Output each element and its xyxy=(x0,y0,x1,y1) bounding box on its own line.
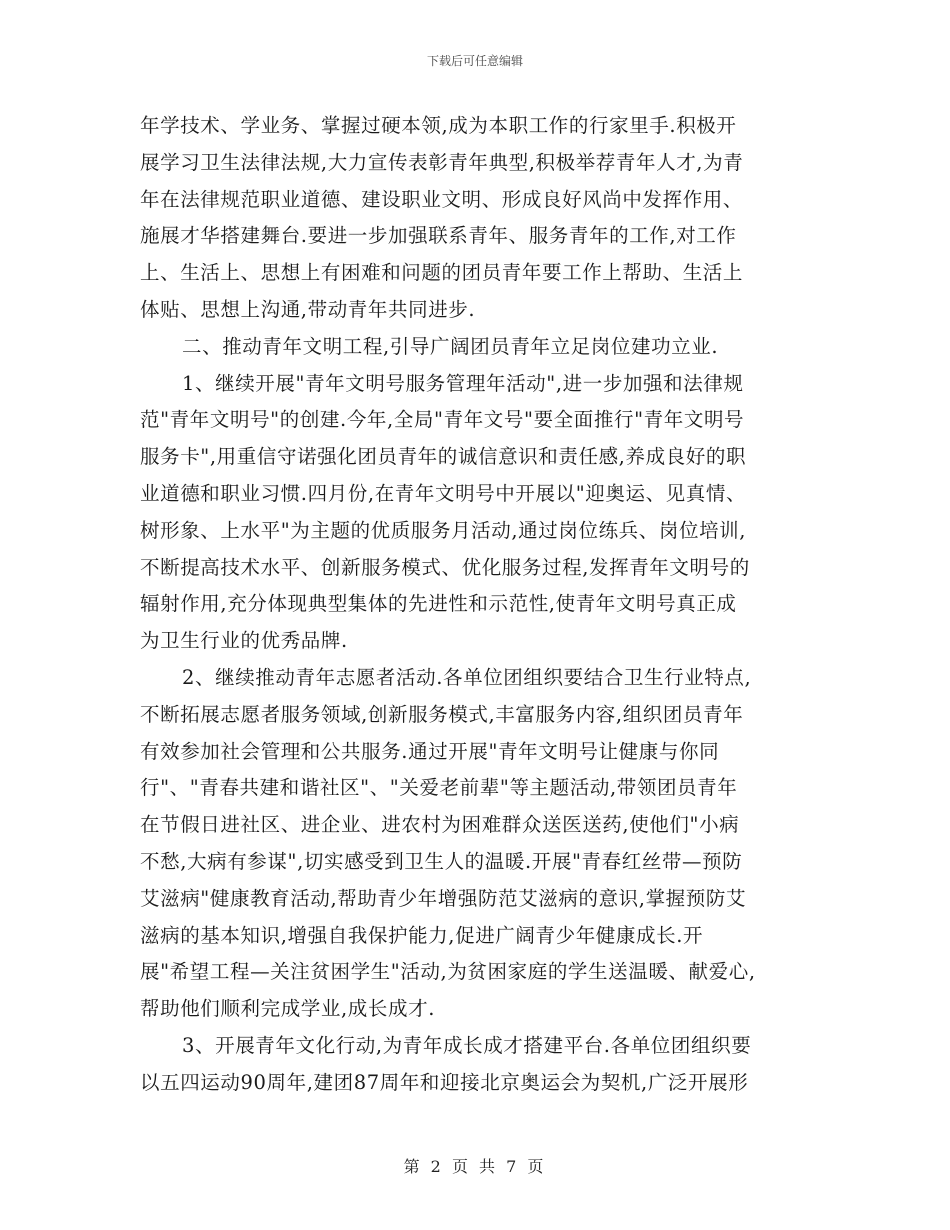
section-heading: 二、推动青年文明工程,引导广阔团员青年立足岗位建功立业. xyxy=(182,334,719,358)
text-line: 艾滋病"健康教育活动,帮助青少年增强防范艾滋病的意识,掌握预防艾 xyxy=(140,886,747,910)
text-line: 1、继续开展"青年文明号服务管理年活动",进一步加强和法律规 xyxy=(182,371,744,395)
text-line: 为卫生行业的优秀品牌. xyxy=(140,629,348,653)
text-line: 3、开展青年文化行动,为青年成长成才搭建平台.各单位团组织要 xyxy=(182,1033,752,1057)
text-line: 滋病的基本知识,增强自我保护能力,促进广阔青少年健康成长.开 xyxy=(140,923,704,947)
text-line: 施展才华搭建舞台.要进一步加强联系青年、服务青年的工作,对工作 xyxy=(140,224,737,248)
text-line: 展学习卫生法律法规,大力宣传表彰青年典型,积极举荐青年人才,为青 xyxy=(140,150,744,174)
text-line: 帮助他们顺利完成学业,成长成才. xyxy=(140,997,435,1021)
text-line: 范"青年文明号"的创建.今年,全局"青年文号"要全面推行"青年文明号 xyxy=(140,408,745,432)
text-line: 在节假日进社区、进企业、进农村为困难群众送医送药,使他们"小病 xyxy=(140,813,740,837)
text-line: 年学技术、学业务、掌握过硬本领,成为本职工作的行家里手.积极开 xyxy=(140,114,737,137)
document-body xyxy=(140,108,820,1102)
text-line: 行"、"青春共建和谐社区"、"关爱老前辈"等主题活动,带领团员青年 xyxy=(140,776,738,800)
text-line: 业道德和职业习惯.四月份,在青年文明号中开展以"迎奥运、见真情、 xyxy=(140,481,747,505)
text-line: 辐射作用,充分体现典型集体的先进性和示范性,使青年文明号真正成 xyxy=(140,592,737,616)
text-line: 以五四运动90周年,建团87周年和迎接北京奥运会为契机,广泛开展形 xyxy=(140,1070,749,1094)
text-line: 上、生活上、思想上有困难和问题的团员青年要工作上帮助、生活上 xyxy=(140,261,744,285)
text-line: 2、继续推动青年志愿者活动.各单位团组织要结合卫生行业特点, xyxy=(182,665,752,689)
text-line: 体贴、思想上沟通,带动青年共同进步. xyxy=(140,297,476,321)
text-line: 有效参加社会管理和公共服务.通过开展"青年文明号让健康与你同 xyxy=(140,739,720,763)
text-line: 树形象、上水平"为主题的优质服务月活动,通过岗位练兵、岗位培训, xyxy=(140,518,747,542)
text-line: 展"希望工程—关注贫困学生"活动,为贫困家庭的学生送温暖、献爱心, xyxy=(140,960,756,984)
text-line: 年在法律规范职业道德、建设职业文明、形成良好风尚中发挥作用、 xyxy=(140,187,744,211)
page-number-footer: 第 2 页 共 7 页 xyxy=(403,1157,547,1176)
page-header: 下载后可任意编辑 xyxy=(426,54,523,68)
text-line: 服务卡",用重信守诺强化团员青年的诚信意识和责任感,养成良好的职 xyxy=(140,445,747,469)
text-line: 不断拓展志愿者服务领域,创新服务模式,丰富服务内容,组织团员青年 xyxy=(140,702,744,726)
text-line: 不愁,大病有参谋",切实感受到卫生人的温暖.开展"青春红丝带—预防 xyxy=(140,849,743,873)
text-line: 不断提高技术水平、创新服务模式、优化服务过程,发挥青年文明号的 xyxy=(140,555,750,579)
